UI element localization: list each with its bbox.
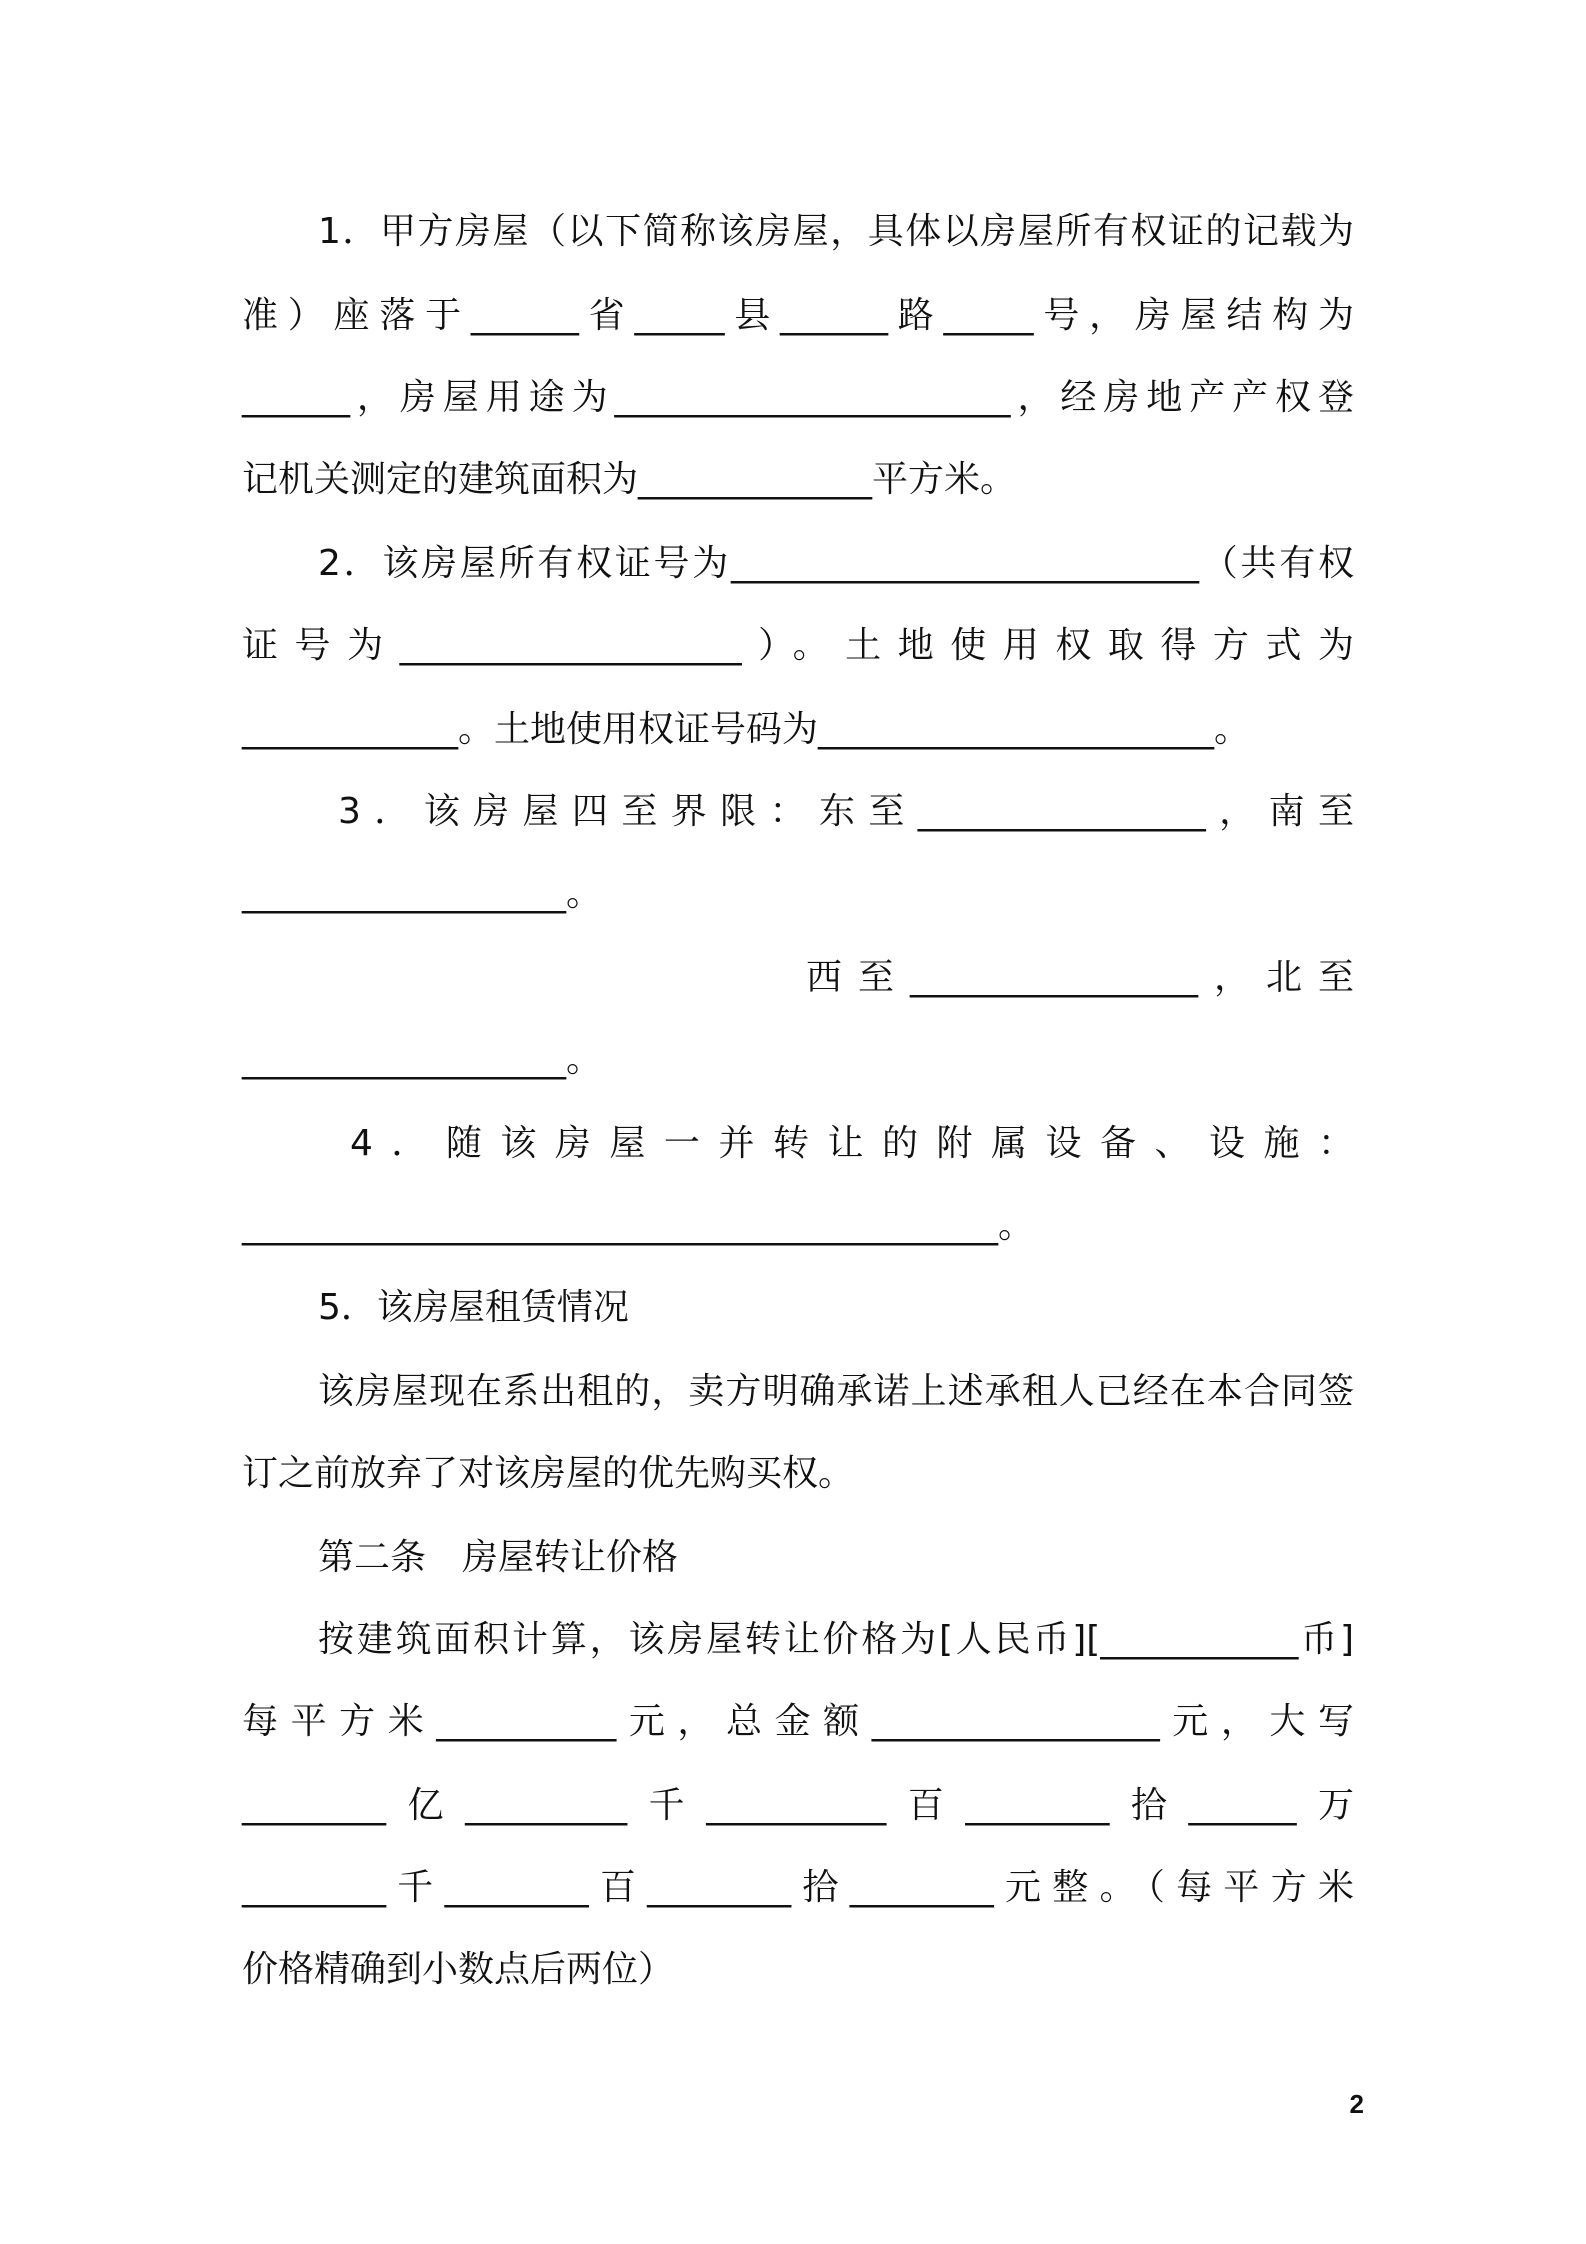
clause-4-line-1: 4．随该房屋一并转让的附属设备、设施： <box>350 1123 1354 1164</box>
clause-3-line-1: 3．该房屋四至界限：东至________________，南至 <box>338 791 1354 832</box>
clause-3-line-2: __________________。 <box>242 873 602 914</box>
clause-5-heading: 5．该房屋租赁情况 <box>318 1287 629 1328</box>
article-2-line-4: ________千________百________拾________元整。（每平方米 <box>242 1867 1354 1908</box>
clause-5-line-2: 订之前放弃了对该房屋的优先购买权。 <box>242 1453 855 1494</box>
article-2-heading: 第二条 房屋转让价格 <box>318 1537 679 1578</box>
clause-1-line-1: 1．甲方房屋（以下简称该房屋，具体以房屋所有权证的记载为 <box>318 211 1354 252</box>
article-2-line-3: ________亿_________千__________百________拾______万 <box>242 1785 1354 1826</box>
clause-2-line-1: 2．该房屋所有权证号为__________________________（共有权 <box>318 543 1354 584</box>
clause-2-line-2: 证号为___________________）。土地使用权取得方式为 <box>242 625 1354 666</box>
clause-1-line-2: 准）座落于______省_____县______路_____号，房屋结构为 <box>242 295 1354 336</box>
article-2-line-1: 按建筑面积计算，该房屋转让价格为[人民币][___________币] <box>318 1619 1354 1660</box>
article-2-line-2: 每平方米__________元，总金额________________元，大写 <box>242 1701 1354 1742</box>
clause-3-line-4: __________________。 <box>242 1039 602 1080</box>
clause-1-line-4: 记机关测定的建筑面积为_____________平方米。 <box>242 459 1017 500</box>
clause-4-line-2: __________________________________________。 <box>242 1205 1034 1246</box>
page-number: 2 <box>1349 2089 1364 2119</box>
clause-3-line-3: 西至________________，北至 <box>806 957 1354 998</box>
clause-5-line-1: 该房屋现在系出租的，卖方明确承诺上述承租人已经在本合同签 <box>318 1371 1354 1412</box>
clause-1-line-3: ______，房屋用途为______________________，经房地产产权登 <box>242 377 1354 418</box>
clause-2-line-3: ____________。土地使用权证号码为______________________。 <box>242 709 1251 750</box>
article-2-line-5: 价格精确到小数点后两位） <box>242 1949 675 1990</box>
